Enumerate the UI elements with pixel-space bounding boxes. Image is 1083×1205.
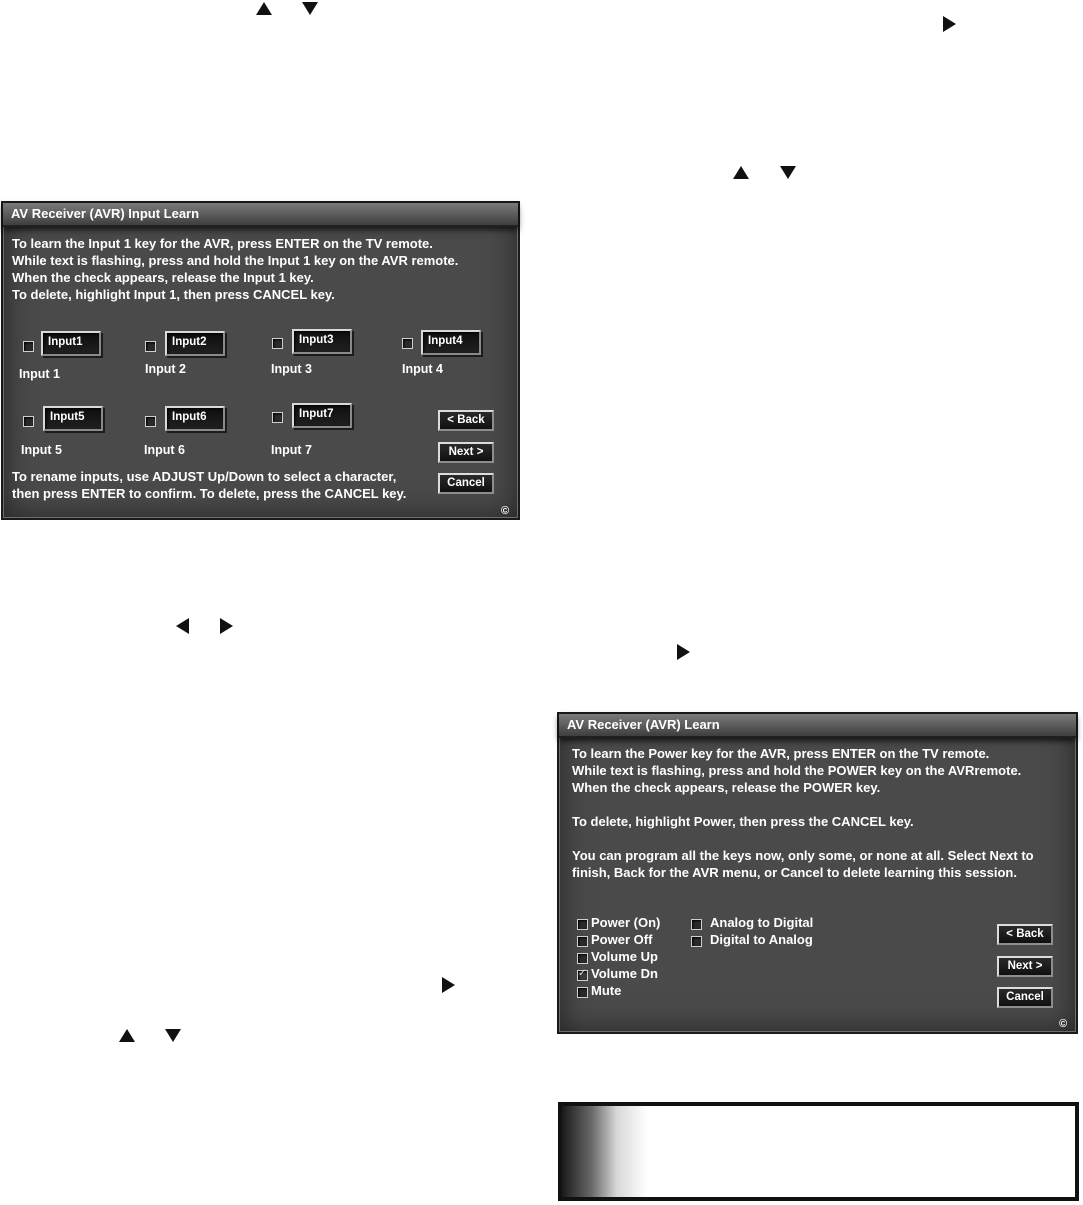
input6-button[interactable]: Input6: [165, 406, 225, 431]
left-arrow-icon: [176, 618, 189, 634]
input7-button[interactable]: Input7: [292, 403, 352, 428]
panel-title: AV Receiver (AVR) Learn: [559, 714, 1076, 738]
input2-button[interactable]: Input2: [165, 331, 225, 356]
input3-button[interactable]: Input3: [292, 329, 352, 354]
copyright-icon: ©: [501, 505, 510, 517]
cancel-button[interactable]: Cancel: [438, 473, 494, 494]
volume-up-label[interactable]: Volume Up: [591, 949, 658, 964]
instruction-line: When the check appears, release the POWER key.: [572, 780, 881, 795]
down-arrow-icon: [302, 2, 318, 15]
instruction-line: To delete, highlight Input 1, then press CANCEL key.: [12, 287, 335, 302]
right-arrow-icon: [442, 977, 455, 993]
footer-line: then press ENTER to confirm. To delete, press the CANCEL key.: [12, 486, 407, 501]
input5-button[interactable]: Input5: [43, 406, 103, 431]
input4-button[interactable]: Input4: [421, 330, 481, 355]
input5-label: Input 5: [21, 443, 62, 457]
volume-dn-checkbox[interactable]: [577, 970, 588, 981]
input1-button[interactable]: Input1: [41, 331, 101, 356]
right-arrow-icon: [677, 644, 690, 660]
right-arrow-icon: [220, 618, 233, 634]
input6-checkbox[interactable]: [145, 416, 156, 427]
instruction-line: You can program all the keys now, only some, or none at all. Select Next to: [572, 848, 1034, 863]
next-button[interactable]: Next >: [438, 442, 494, 463]
power-on-checkbox[interactable]: [577, 919, 588, 930]
back-button[interactable]: < Back: [438, 410, 494, 431]
input5-checkbox[interactable]: [23, 416, 34, 427]
input3-checkbox[interactable]: [272, 338, 283, 349]
panel-title: AV Receiver (AVR) Input Learn: [3, 203, 518, 227]
input7-label: Input 7: [271, 443, 312, 457]
instruction-line: While text is flashing, press and hold the POWER key on the AVRremote.: [572, 763, 1022, 778]
up-arrow-icon: [733, 166, 749, 179]
instruction-line: While text is flashing, press and hold the Input 1 key on the AVR remote.: [12, 253, 459, 268]
power-on-label[interactable]: Power (On): [591, 915, 661, 930]
instruction-line: To learn the Input 1 key for the AVR, press ENTER on the TV remote.: [12, 236, 433, 251]
instruction-line: To learn the Power key for the AVR, press ENTER on the TV remote.: [572, 746, 990, 761]
input7-checkbox[interactable]: [272, 412, 283, 423]
volume-up-checkbox[interactable]: [577, 953, 588, 964]
power-off-checkbox[interactable]: [577, 936, 588, 947]
instruction-line: To delete, highlight Power, then press the CANCEL key.: [572, 814, 914, 829]
copyright-icon: ©: [1059, 1018, 1068, 1030]
power-off-label[interactable]: Power Off: [591, 932, 653, 947]
volume-dn-label[interactable]: Volume Dn: [591, 966, 658, 981]
avr-input-learn-panel: [1, 201, 520, 520]
analog-to-digital-checkbox[interactable]: [691, 919, 702, 930]
digital-to-analog-checkbox[interactable]: [691, 936, 702, 947]
down-arrow-icon: [165, 1029, 181, 1042]
analog-to-digital-label[interactable]: Analog to Digital: [710, 915, 814, 930]
input1-checkbox[interactable]: [23, 341, 34, 352]
note-box: [558, 1102, 1079, 1201]
footer-line: To rename inputs, use ADJUST Up/Down to select a character,: [12, 469, 397, 484]
up-arrow-icon: [256, 2, 272, 15]
digital-to-analog-label[interactable]: Digital to Analog: [710, 932, 813, 947]
back-button[interactable]: < Back: [997, 924, 1053, 945]
cancel-button[interactable]: Cancel: [997, 987, 1053, 1008]
input4-label: Input 4: [402, 362, 443, 376]
input3-label: Input 3: [271, 362, 312, 376]
up-arrow-icon: [119, 1029, 135, 1042]
mute-checkbox[interactable]: [577, 987, 588, 998]
input2-checkbox[interactable]: [145, 341, 156, 352]
input6-label: Input 6: [144, 443, 185, 457]
next-button[interactable]: Next >: [997, 956, 1053, 977]
avr-learn-panel: [557, 712, 1078, 1034]
input2-label: Input 2: [145, 362, 186, 376]
mute-label[interactable]: Mute: [591, 983, 622, 998]
instruction-line: When the check appears, release the Input 1 key.: [12, 270, 314, 285]
input4-checkbox[interactable]: [402, 338, 413, 349]
input1-label: Input 1: [19, 367, 60, 381]
right-arrow-icon: [943, 16, 956, 32]
down-arrow-icon: [780, 166, 796, 179]
instruction-line: finish, Back for the AVR menu, or Cancel to delete learning this session.: [572, 865, 1017, 880]
